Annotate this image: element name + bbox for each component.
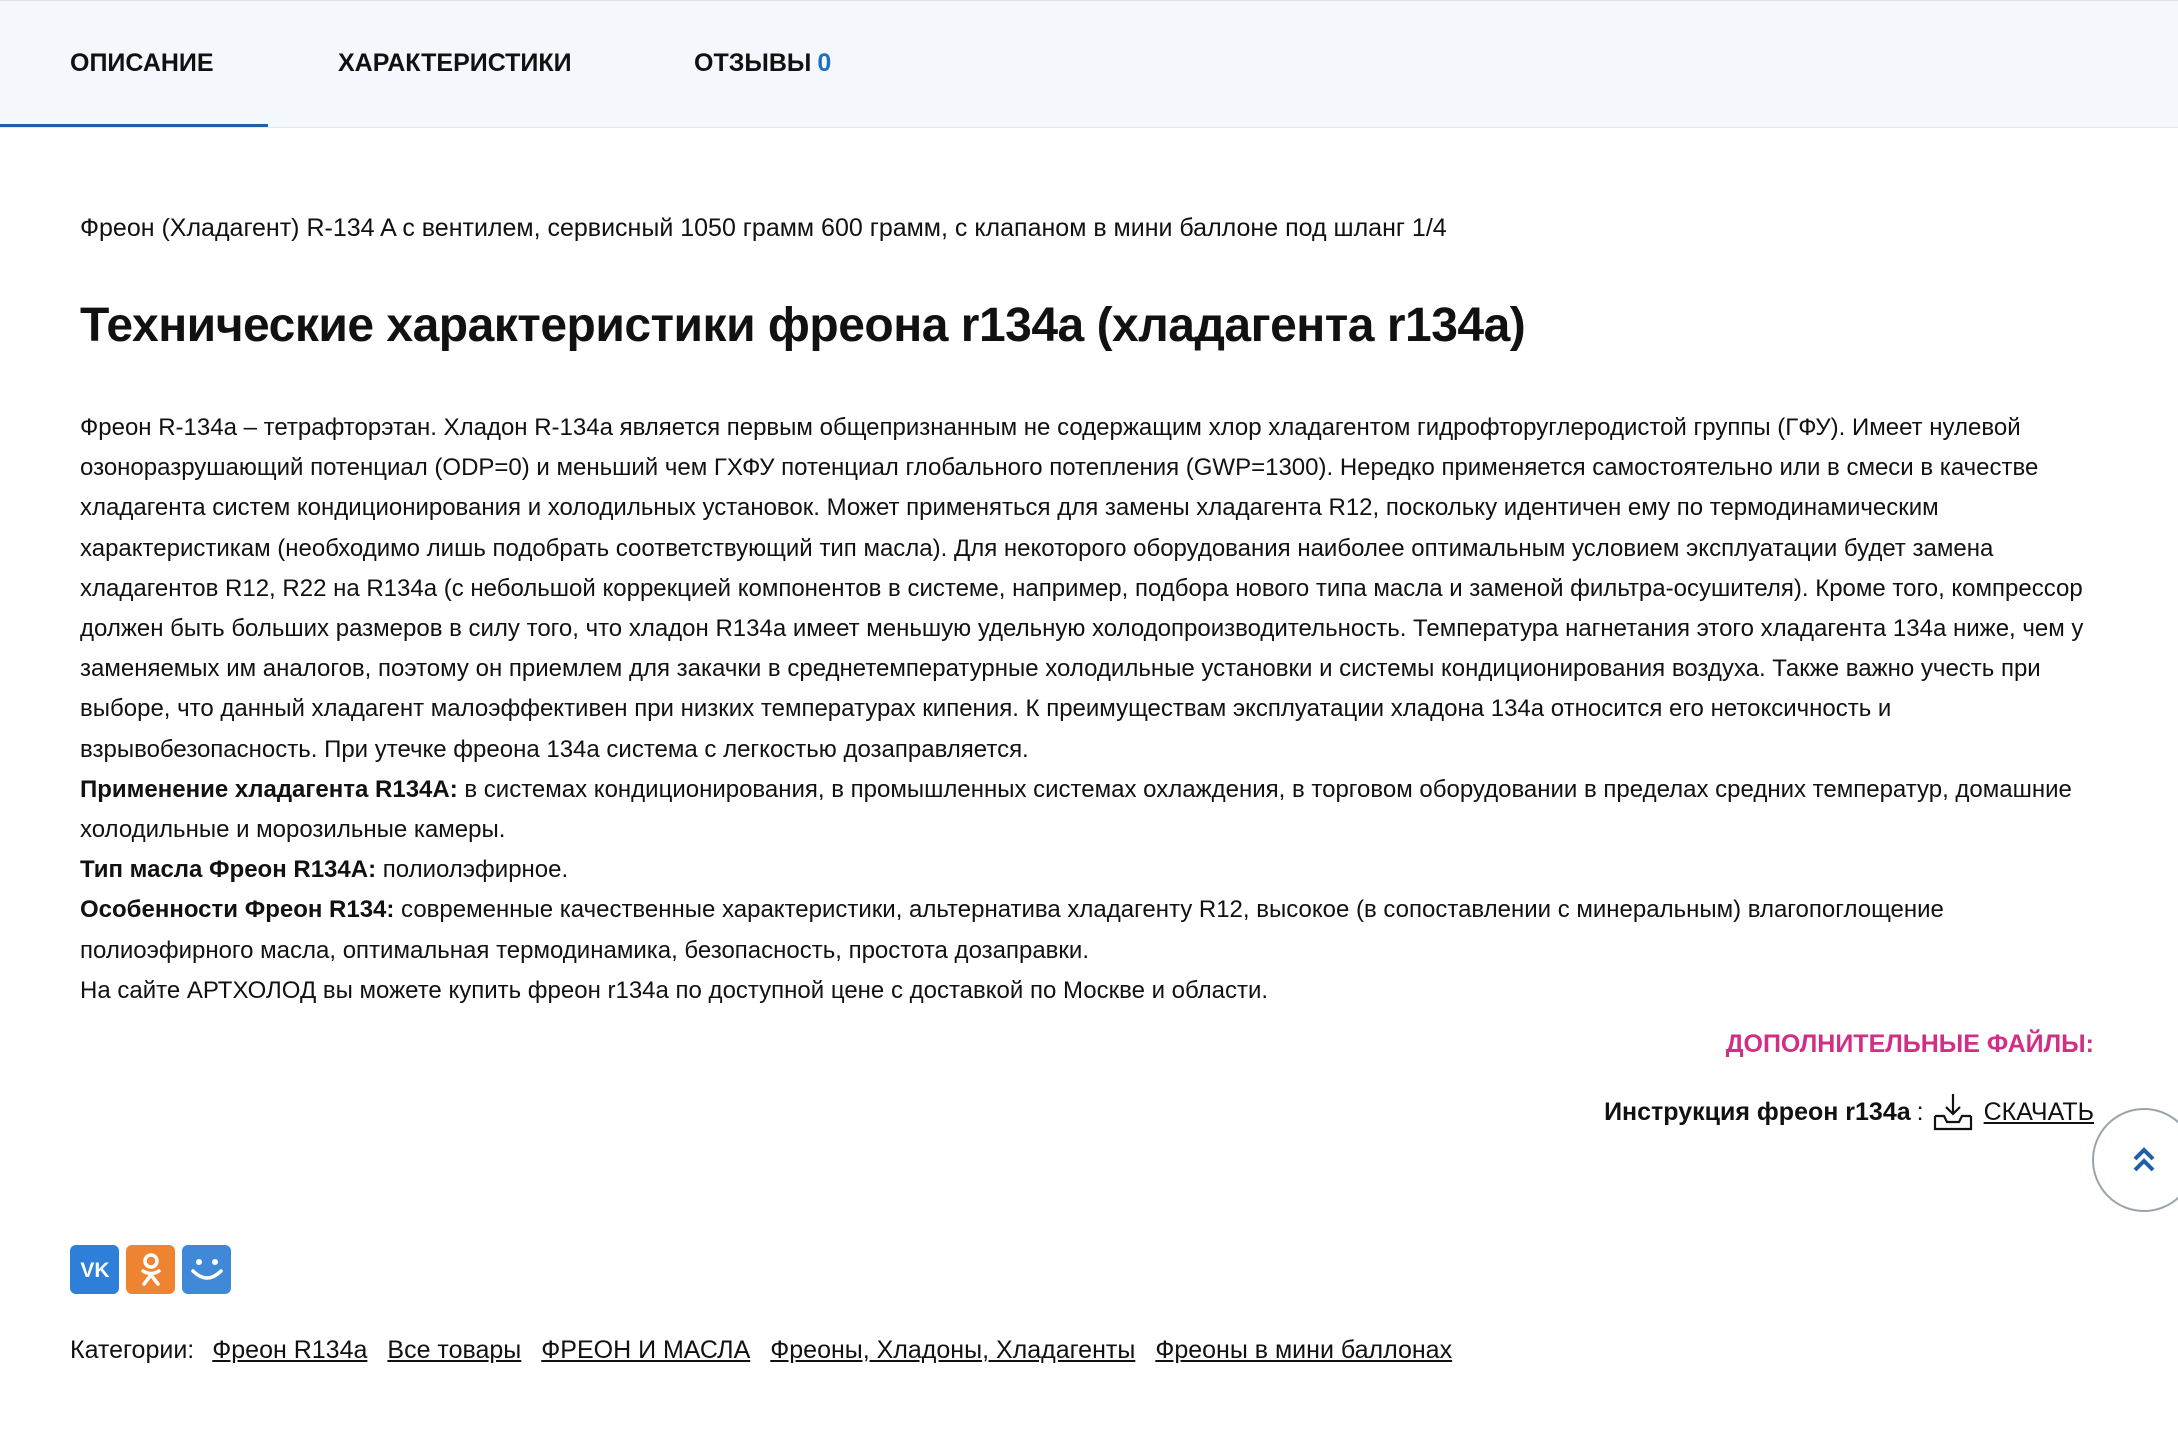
tab-bar — [0, 0, 2178, 128]
product-intro: Фреон (Хладагент) R-134 A с вентилем, сервисный 1050 грамм 600 грамм, с клапаном в мини баллоне под шланг 1/4 — [80, 214, 1447, 242]
oil-label: Тип масла Фреон R134A: — [80, 856, 377, 884]
categories-row — [70, 1336, 1472, 1365]
file-row — [1604, 1092, 2094, 1132]
features-line — [80, 890, 2100, 970]
category-link-mini-cylinders[interactable]: Фреоны в мини баллонах — [1155, 1336, 1453, 1364]
moimir-share-button[interactable] — [182, 1245, 231, 1294]
category-link-freon-r134a[interactable]: Фреон R134a — [212, 1336, 368, 1364]
features-text: современные качественные характеристики, альтернатива хладагенту R12, высокое (в сопоставлении с минеральным) влагопоглощение полиоэфирного масла, оптимальная термодинамика, безопасность, простота дозаправки. — [80, 896, 1944, 964]
tab-reviews-label: ОТЗЫВЫ — [694, 49, 812, 77]
description-paragraph: Фреон R-134a – тетрафторэтан. Хладон R-134a является первым общепризнанным не содержащим хлор хладагентом гидрофторуглеродистой группы (ГФУ). Имеет нулевой озоноразрушающий потенциал (ODP=0) и меньший чем ГХФУ потенциал глобального потепления (GWP=1300). Нередко применяется самостоятельно или в смеси в качестве хладагента систем кондиционирования и холодильных установок. Может применяться для замены хладагента R12, поскольку идентичен ему по термодинамическим характеристикам (необходимо лишь подобрать соответствующий тип масла). Для некоторого оборудования наиболее оптимальным условием эксплуатации будет замена хладагентов R12, R22 на R134a (с небольшой коррекцией компонентов в системе, например, подбора нового типа масла и заменой фильтра-осушителя). Кроме того, компрессор должен быть больших размеров в силу того, что хладон R134a имеет меньшую удельную холодопроизводительность. Температура нагнетания этого хладагента 134a ниже, чем у заменяемых им аналогов, поэтому он приемлем для закачки в среднетемпературные холодильные установки и системы кондиционирования воздуха. Также важно учесть при выборе, что данный хладагент малоэффективен при низких температурах кипения. К преимуществам эксплуатации хладона 134a относится его нетоксичность и взрывобезопасность. При утечке фреона 134a система с легкостью дозаправляется. — [80, 414, 2084, 763]
category-link-freon-and-oils[interactable]: ФРЕОН И МАСЛА — [541, 1336, 751, 1364]
ok-share-button[interactable] — [126, 1245, 175, 1294]
category-link-all-products[interactable]: Все товары — [387, 1336, 522, 1364]
vk-share-button[interactable] — [70, 1245, 119, 1294]
download-icon[interactable] — [1932, 1092, 1974, 1132]
page-heading: Технические характеристики фреона r134a (хладагента r134a) — [80, 299, 1526, 352]
category-link-freons-refrigerants[interactable]: Фреоны, Хладоны, Хладагенты — [770, 1336, 1136, 1364]
active-tab-indicator — [0, 124, 268, 127]
double-chevron-up-icon — [2130, 1145, 2158, 1175]
social-share-buttons — [70, 1245, 238, 1294]
application-text: в системах кондиционирования, в промышленных системах охлаждения, в торговом оборудовании в пределах средних температур, домашние холодильные и морозильные камеры. — [80, 775, 2072, 844]
additional-files-title: ДОПОЛНИТЕЛЬНЫЕ ФАЙЛЫ: — [1725, 1030, 2094, 1058]
application-label: Применение хладагента R134A: — [80, 775, 458, 803]
tab-specs[interactable]: ХАРАКТЕРИСТИКИ — [338, 49, 572, 77]
description-body — [80, 408, 2100, 1011]
tab-description[interactable]: ОПИСАНИЕ — [70, 49, 214, 77]
scroll-to-top-button[interactable] — [2092, 1108, 2178, 1212]
features-label: Особенности Фреон R134: — [80, 896, 395, 924]
oil-text: полиолэфирное. — [376, 856, 569, 884]
application-line — [80, 770, 2100, 850]
reviews-count-badge: 0 — [817, 49, 832, 77]
tab-reviews[interactable] — [694, 1, 831, 129]
svg-text:VK: VK — [79, 1258, 110, 1281]
odnoklassniki-icon — [138, 1252, 164, 1288]
categories-label: Категории: — [70, 1336, 195, 1364]
vk-icon — [78, 1259, 112, 1281]
oil-line — [80, 850, 2100, 890]
file-name: Инструкция фреон r134a — [1604, 1097, 1911, 1126]
moimir-icon — [189, 1255, 225, 1285]
file-colon: : — [1916, 1097, 1924, 1126]
download-link[interactable]: СКАЧАТЬ — [1983, 1097, 2094, 1126]
shop-line: На сайте АРТХОЛОД вы можете купить фреон r134a по доступной цене с доставкой по Москве и области. — [80, 976, 1269, 1004]
